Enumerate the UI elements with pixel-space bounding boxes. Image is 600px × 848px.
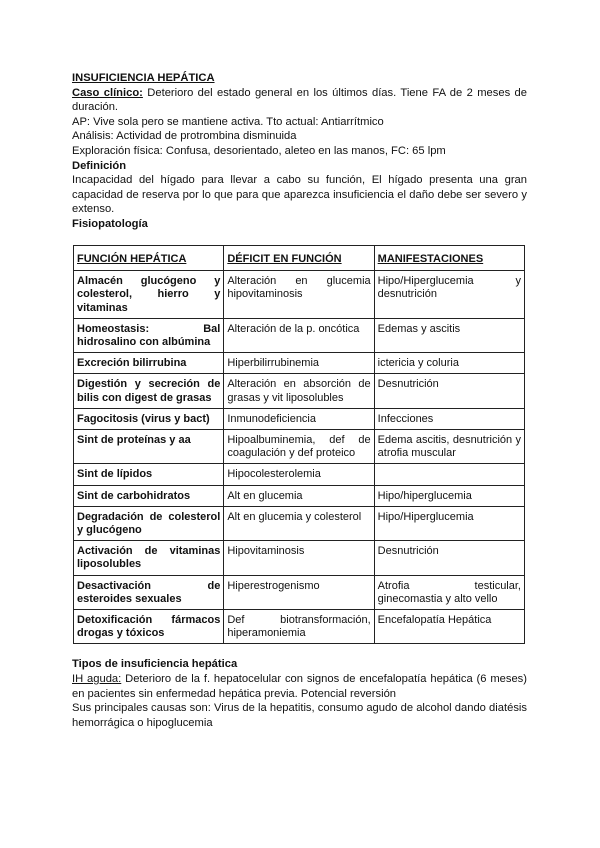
cell-deficit: Hipoalbuminemia, def de coagulación y def proteico	[224, 429, 374, 463]
cell-deficit: Inmunodeficiencia	[224, 408, 374, 429]
table-row	[74, 485, 525, 506]
cell-funcion: Sint de lípidos	[74, 464, 224, 485]
cell-manifestaciones: Hipo/hiperglucemia	[374, 485, 524, 506]
header-deficit: DÉFICIT EN FUNCIÓN	[224, 245, 374, 271]
cell-manifestaciones: Desnutrición	[374, 374, 524, 408]
table-row	[74, 318, 525, 352]
caso-clinico-text: Deterioro del estado general en los últimos días. Tiene FA de 2 meses de duración.	[72, 86, 527, 114]
cell-deficit: Hiperestrogenismo	[224, 575, 374, 609]
cell-funcion: Homeostasis: Bal hidrosalino con albúmina	[74, 318, 224, 352]
cell-deficit: Hipocolesterolemia	[224, 464, 374, 485]
table-row	[74, 429, 525, 463]
table-row	[74, 408, 525, 429]
cell-manifestaciones: Edema ascitis, desnutrición y atrofia muscular	[374, 429, 524, 463]
table-row	[74, 541, 525, 575]
cell-deficit: Alteración en absorción de grasas y vit liposolubles	[224, 374, 374, 408]
cell-funcion: Fagocitosis (virus y bact)	[74, 408, 224, 429]
table-row	[74, 271, 525, 319]
cell-funcion: Detoxificación fármacos drogas y tóxicos	[74, 609, 224, 643]
cell-deficit: Alt en glucemia	[224, 485, 374, 506]
document-title: INSUFICIENCIA HEPÁTICA	[72, 72, 215, 84]
table-row	[74, 609, 525, 643]
exploracion-line: Exploración física: Confusa, desorientado, aleteo en las manos, FC: 65 lpm	[72, 144, 446, 157]
cell-funcion: Almacén glucógeno y colesterol, hierro y vitaminas	[74, 271, 224, 319]
cell-deficit: Alteración de la p. oncótica	[224, 318, 374, 352]
document-page	[72, 71, 527, 730]
ih-aguda-text: Deterioro de la f. hepatocelular con signos de encefalopatía hepática (6 meses) en pacientes sin enfermedad hepática previa. Potencial reversión	[72, 672, 527, 700]
ap-line: AP: Vive sola pero se mantiene activa. Tto actual: Antiarrítmico	[72, 115, 384, 128]
cell-manifestaciones: Atrofia testicular, ginecomastia y alto vello	[374, 575, 524, 609]
header-manifestaciones: MANIFESTACIONES	[374, 245, 524, 271]
table-row	[74, 506, 525, 540]
tipos-section	[72, 657, 527, 730]
cell-funcion: Sint de proteínas y aa	[74, 429, 224, 463]
ih-aguda-label: IH aguda:	[72, 672, 122, 685]
table-row	[74, 575, 525, 609]
ih-aguda-paragraph	[72, 672, 527, 701]
cell-deficit: Hipovitaminosis	[224, 541, 374, 575]
cell-funcion: Desactivación de esteroides sexuales	[74, 575, 224, 609]
cell-deficit: Def biotransformación, hiperamoniemia	[224, 609, 374, 643]
table-row	[74, 353, 525, 374]
cell-funcion: Sint de carbohidratos	[74, 485, 224, 506]
table-row	[74, 464, 525, 485]
cell-manifestaciones: Hipo/Hiperglucemia y desnutrición	[374, 271, 524, 319]
caso-clinico-paragraph	[72, 86, 527, 115]
cell-manifestaciones: Encefalopatía Hepática	[374, 609, 524, 643]
cell-deficit: Alt en glucemia y colesterol	[224, 506, 374, 540]
cell-manifestaciones: ictericia y coluria	[374, 353, 524, 374]
header-funcion: FUNCIÓN HEPÁTICA	[74, 245, 224, 271]
tipos-heading: Tipos de insuficiencia hepática	[72, 658, 238, 671]
definicion-text: Incapacidad del hígado para llevar a cabo su función, El hígado presenta una gran capacidad de reserva por lo que para que aparezca insuficiencia el daño debe ser severo y extenso.	[72, 174, 527, 216]
cell-manifestaciones	[374, 464, 524, 485]
fisiopatologia-heading: Fisiopatología	[72, 217, 148, 230]
cell-funcion: Degradación de colesterol y glucógeno	[74, 506, 224, 540]
definicion-heading: Definición	[72, 159, 127, 172]
cell-manifestaciones: Hipo/Hiperglucemia	[374, 506, 524, 540]
cell-funcion: Excreción bilirrubina	[74, 353, 224, 374]
fisiopatologia-table	[73, 245, 525, 645]
cell-deficit: Alteración en glucemia hipovitaminosis	[224, 271, 374, 319]
cell-manifestaciones: Desnutrición	[374, 541, 524, 575]
cell-funcion: Digestión y secreción de bilis con digest de grasas	[74, 374, 224, 408]
cell-manifestaciones: Edemas y ascitis	[374, 318, 524, 352]
causas-paragraph: Sus principales causas son: Virus de la hepatitis, consumo agudo de alcohol dando diatésis hemorrágica o hipoglucemia	[72, 702, 527, 729]
caso-clinico-label: Caso clínico:	[72, 86, 143, 99]
cell-deficit: Hiperbilirrubinemia	[224, 353, 374, 374]
analisis-line: Análisis: Actividad de protrombina disminuida	[72, 130, 297, 143]
cell-manifestaciones: Infecciones	[374, 408, 524, 429]
cell-funcion: Activación de vitaminas liposolubles	[74, 541, 224, 575]
table-header-row	[74, 245, 525, 271]
table-row	[74, 374, 525, 408]
